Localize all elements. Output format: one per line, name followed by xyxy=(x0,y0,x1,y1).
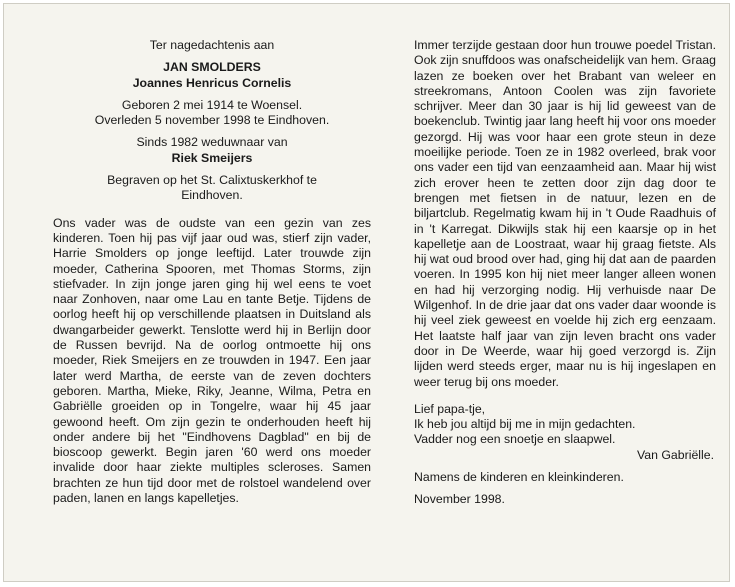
closing-line: Namens de kinderen en kleinkinderen. xyxy=(414,470,624,485)
poem-block xyxy=(414,402,716,463)
biography-part-2: Immer terzijde gestaan door hun trouwe poedel Tristan. Ook zijn snuffdoos was onafscheidelijk van hem. Graag lazen ze boeken over het Brabant van weleer en streekromans, Antoon Coolen was zijn favoriete schrijver. Meer dan 30 jaar is hij lid geweest van de boekenclub. Twintig jaar lang heeft hij voor ons moeder gezorgd. Hij was voor haar een grote steun in deze moeilijke periode. Toen ze in 1982 overleed, brak voor ons vader een tijd van eenzaamheid aan. Maar hij wist zich erover heen te zetten door zijn dag door te brengen met fietsen in de natuur, lezen en de biljartclub. Regelmatig kwam hij in 't Oude Raadhuis of in 't Karregat. Dikwijls stak hij een kaarsje op in het kapelletje aan de Loostraat, waar hij graag fietste. Als hij wat oud brood over had, ging hij dat aan de paarden voeren. In 1995 kon hij niet meer langer alleen wonen en had hij verzorging nodig. Hij verhuisde naar De Wilgenhof. In de drie jaar dat ons vader daar woonde is hij veel ziek geweest en voelde hij zich erg eenzaam. Het laatste half jaar van zijn leven bracht ons vader door in De Weerde, waar hij goed verzorgd is. Zijn lijden werd steeds erger, maar nu is hij ingeslapen en weer terug bij ons moeder. xyxy=(414,38,716,389)
biography-part-1: Ons vader was de oudste van een gezin van zes kinderen. Toen hij pas vijf jaar oud was, stierf zijn vader, Harrie Smolders op jonge leeftijd. Later trouwde zijn moeder, Catherina Spooren, met Thomas Storms, zijn stiefvader. In zijn jonge jaren ging hij wel eens te voet naar Zonhoven, naar ome Lau en tante Betje. Tijdens de oorlog heeft hij op verschillende plaatsen in Duitsland als dwangarbeider gewerkt. Tenslotte werd hij in Berlijn door de Russen bevrijd. Na de oorlog ontmoette hij ons moeder, Riek Smeijers en ze trouwden in 1947. Een jaar later werd Martha, de eerste van de zeven dochters geboren. Martha, Mieke, Riky, Jeanne, Wilma, Petra en Gabriëlle groeiden op in Tongelre, waar hij 45 jaar gewoond heeft. Om zijn gezin te onderhouden heeft hij onder andere bij het "Eindhovens Dagblad" en bij de bioscoop gewerkt. Begin jaren '60 werd ons moeder invalide door haar ziekte multiples scleroses. Samen brachten ze hun tijd door met de rolstoel wandelend over paden, lanen en langs kapelletjes. xyxy=(53,215,371,506)
right-column xyxy=(414,38,716,508)
deceased-name: JAN SMOLDERS xyxy=(163,60,261,75)
burial-line-1: Begraven op het St. Calixtuskerkhof te xyxy=(107,173,317,188)
burial-line-2: Eindhoven. xyxy=(181,188,243,203)
left-column xyxy=(53,38,371,506)
deceased-full-name: Joannes Henricus Cornelis xyxy=(132,75,292,90)
poem-line-1: Lief papa-tje, xyxy=(414,401,486,416)
death-line: Overleden 5 november 1998 te Eindhoven. xyxy=(94,113,330,128)
poem-line-3: Vadder nog een snoetje en slaapwel. xyxy=(414,432,616,447)
date-line: November 1998. xyxy=(414,492,505,507)
header-block xyxy=(53,38,371,204)
spouse-name: Riek Smeijers xyxy=(171,150,253,165)
poem-signer: Van Gabriëlle. xyxy=(636,447,714,462)
birth-line: Geboren 2 mei 1914 te Woensel. xyxy=(121,97,303,112)
memorial-card xyxy=(3,3,730,582)
intro-text: Ter nagedachtenis aan xyxy=(149,38,275,52)
poem-line-2: Ik heb jou altijd bij me in mijn gedachten. xyxy=(414,417,636,432)
widower-line: Sinds 1982 weduwnaar van xyxy=(136,135,288,150)
